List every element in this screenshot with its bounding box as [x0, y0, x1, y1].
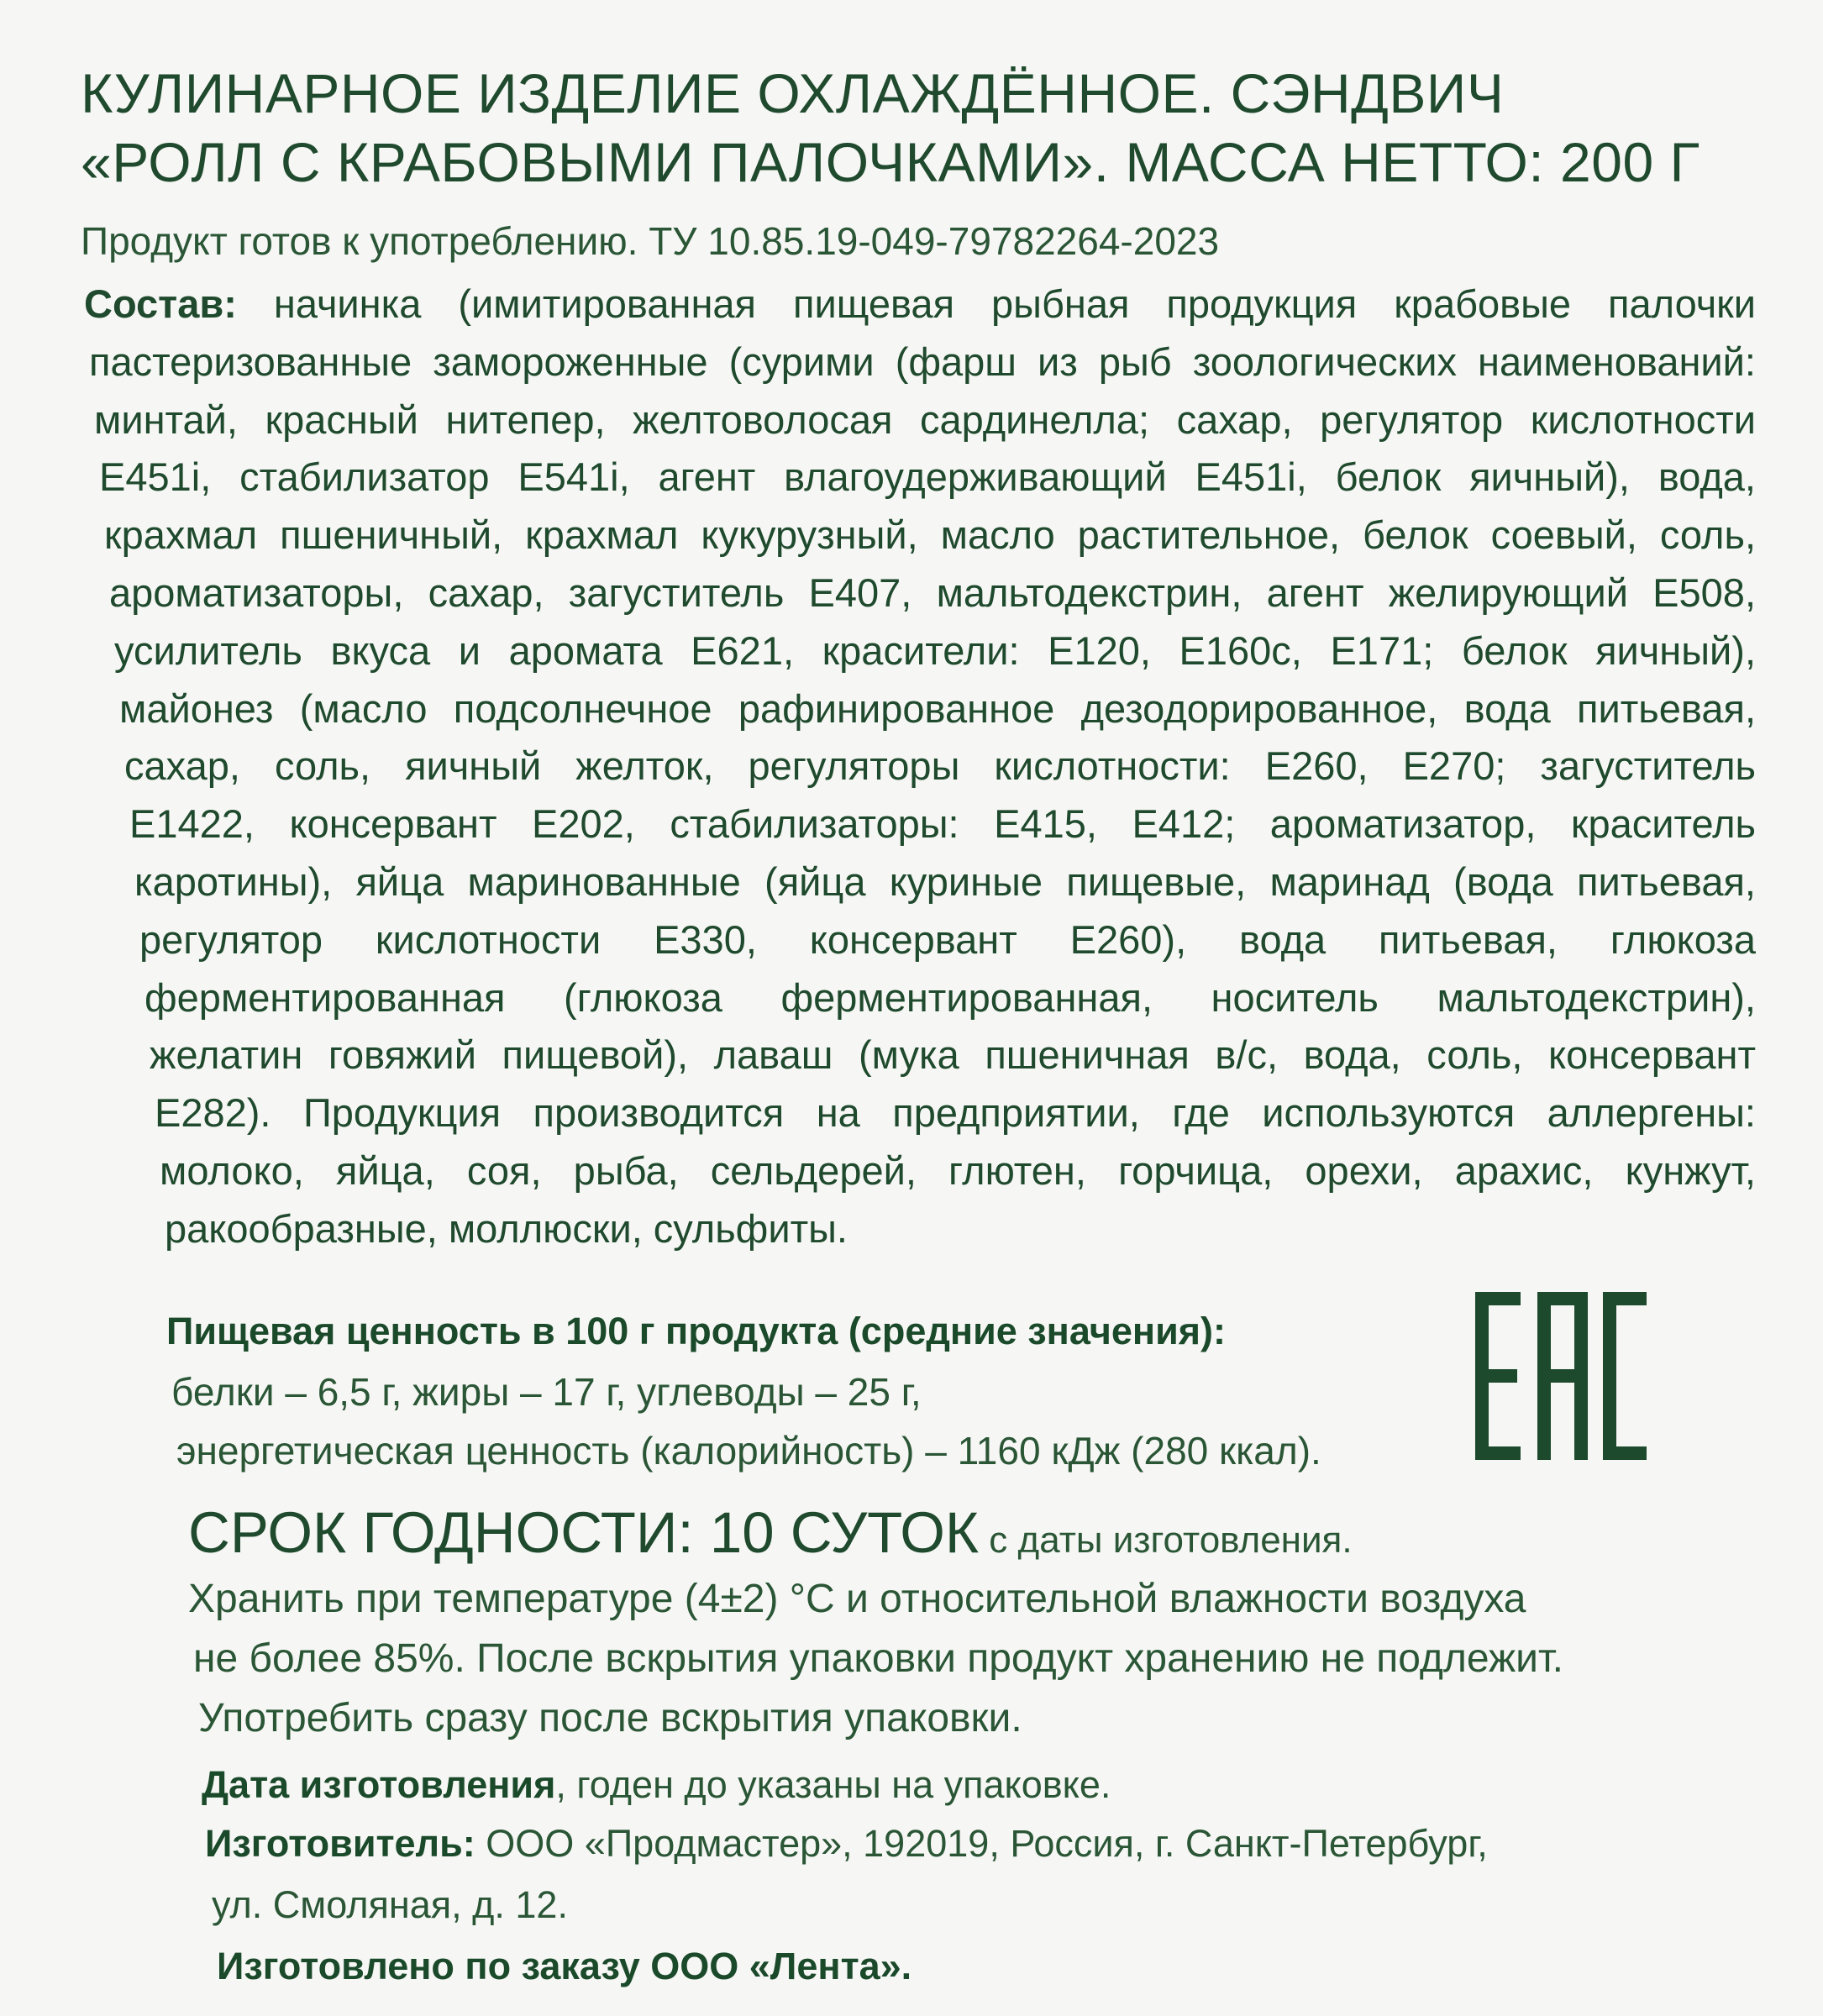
composition-line: сахар, соль, яичный желток, регуляторы кислотности: Е260, Е270; загуститель: [124, 743, 1756, 789]
shelf-life: [188, 1500, 1353, 1565]
ready-note: Продукт готов к употреблению. ТУ 10.85.19-049-79782264-2023: [81, 219, 1220, 263]
production-date-label: Дата изготовления: [202, 1763, 556, 1806]
composition-line: усилитель вкуса и аромата Е621, красители: Е120, Е160с, Е171; белок яичный),: [114, 627, 1756, 673]
manufacturer: Изготовитель: ООО «Продмастер», 192019, Россия, г. Санкт-Петербург,: [205, 1822, 1488, 1865]
composition-line: Состав: начинка (имитированная пищевая рыбная продукция крабовые палочки: [84, 281, 1756, 326]
composition-line: крахмал пшеничный, крахмал кукурузный, масло растительное, белок соевый, соль,: [104, 512, 1756, 558]
nutrition-heading: Пищевая ценность в 100 г продукта (средние значения):: [166, 1310, 1226, 1352]
composition-line: Е1422, консервант Е202, стабилизаторы: Е415, Е412; ароматизатор, краситель: [129, 801, 1756, 847]
composition-line: регулятор кислотности Е330, консервант Е260), вода питьевая, глюкоза: [139, 916, 1756, 962]
storage-line: Хранить при температуре (4±2) °С и относительной влажности воздуха: [188, 1577, 1526, 1621]
composition-line: Е451i, стабилизатор Е541i, агент влагоудерживающий Е451i, белок яичный), вода,: [99, 454, 1756, 500]
eac-logo: [1475, 1292, 1647, 1460]
shelf-life-main: СРОК ГОДНОСТИ: 10 СУТОК: [188, 1500, 980, 1565]
storage-line: Употребить сразу после вскрытия упаковки.: [198, 1696, 1022, 1740]
nutrition-energy: энергетическая ценность (калорийность) – 1160 кДж (280 ккал).: [176, 1429, 1321, 1473]
composition-line: майонез (масло подсолнечное рафинированное дезодорированное, вода питьевая,: [119, 685, 1756, 731]
product-title-line-2: «РОЛЛ С КРАБОВЫМИ ПАЛОЧКАМИ». МАССА НЕТТО: 200 Г: [81, 131, 1700, 193]
product-title-line-1: КУЛИНАРНОЕ ИЗДЕЛИЕ ОХЛАЖДЁННОЕ. СЭНДВИЧ: [81, 62, 1505, 124]
composition-line: ароматизаторы, сахар, загуститель Е407, мальтодекстрин, агент желирующий Е508,: [109, 570, 1756, 615]
composition-block: [84, 276, 1756, 1258]
composition-line: ферментированная (глюкоза ферментированная, носитель мальтодекстрин),: [144, 974, 1756, 1020]
manufacturer-address: ул. Смоляная, д. 12.: [212, 1883, 568, 1926]
ordered-by: Изготовлено по заказу ООО «Лента».: [217, 1945, 912, 1987]
composition-line: желатин говяжий пищевой), лаваш (мука пшеничная в/с, вода, соль, консервант: [150, 1032, 1756, 1078]
production-date: Дата изготовления, годен до указаны на упаковке.: [202, 1763, 1111, 1806]
composition-line: минтай, красный нитепер, желтоволосая сардинелла; сахар, регулятор кислотности: [94, 396, 1756, 442]
composition-line: пастеризованные замороженные (сурими (фарш из рыб зоологических наименований:: [89, 339, 1756, 384]
composition-line: молоко, яйца, соя, рыба, сельдерей, глютен, горчица, орехи, арахис, кунжут,: [160, 1147, 1756, 1193]
nutrition-values: белки – 6,5 г, жиры – 17 г, углеводы – 25 г,: [171, 1370, 922, 1414]
shelf-life-note: с даты изготовления.: [979, 1520, 1353, 1561]
composition-line: каротины), яйца маринованные (яйца куриные пищевые, маринад (вода питьевая,: [134, 858, 1756, 904]
eac-mark: [1475, 1292, 1647, 1460]
composition-label: Состав:: [84, 281, 237, 326]
manufacturer-label: Изготовитель:: [205, 1822, 475, 1865]
composition-line: Е282). Продукция производится на предприятии, где используются аллергены:: [155, 1090, 1756, 1136]
storage-line: не более 85%. После вскрытия упаковки продукт хранению не подлежит.: [193, 1636, 1563, 1681]
composition-line: ракообразные, моллюски, сульфиты.: [165, 1205, 848, 1251]
